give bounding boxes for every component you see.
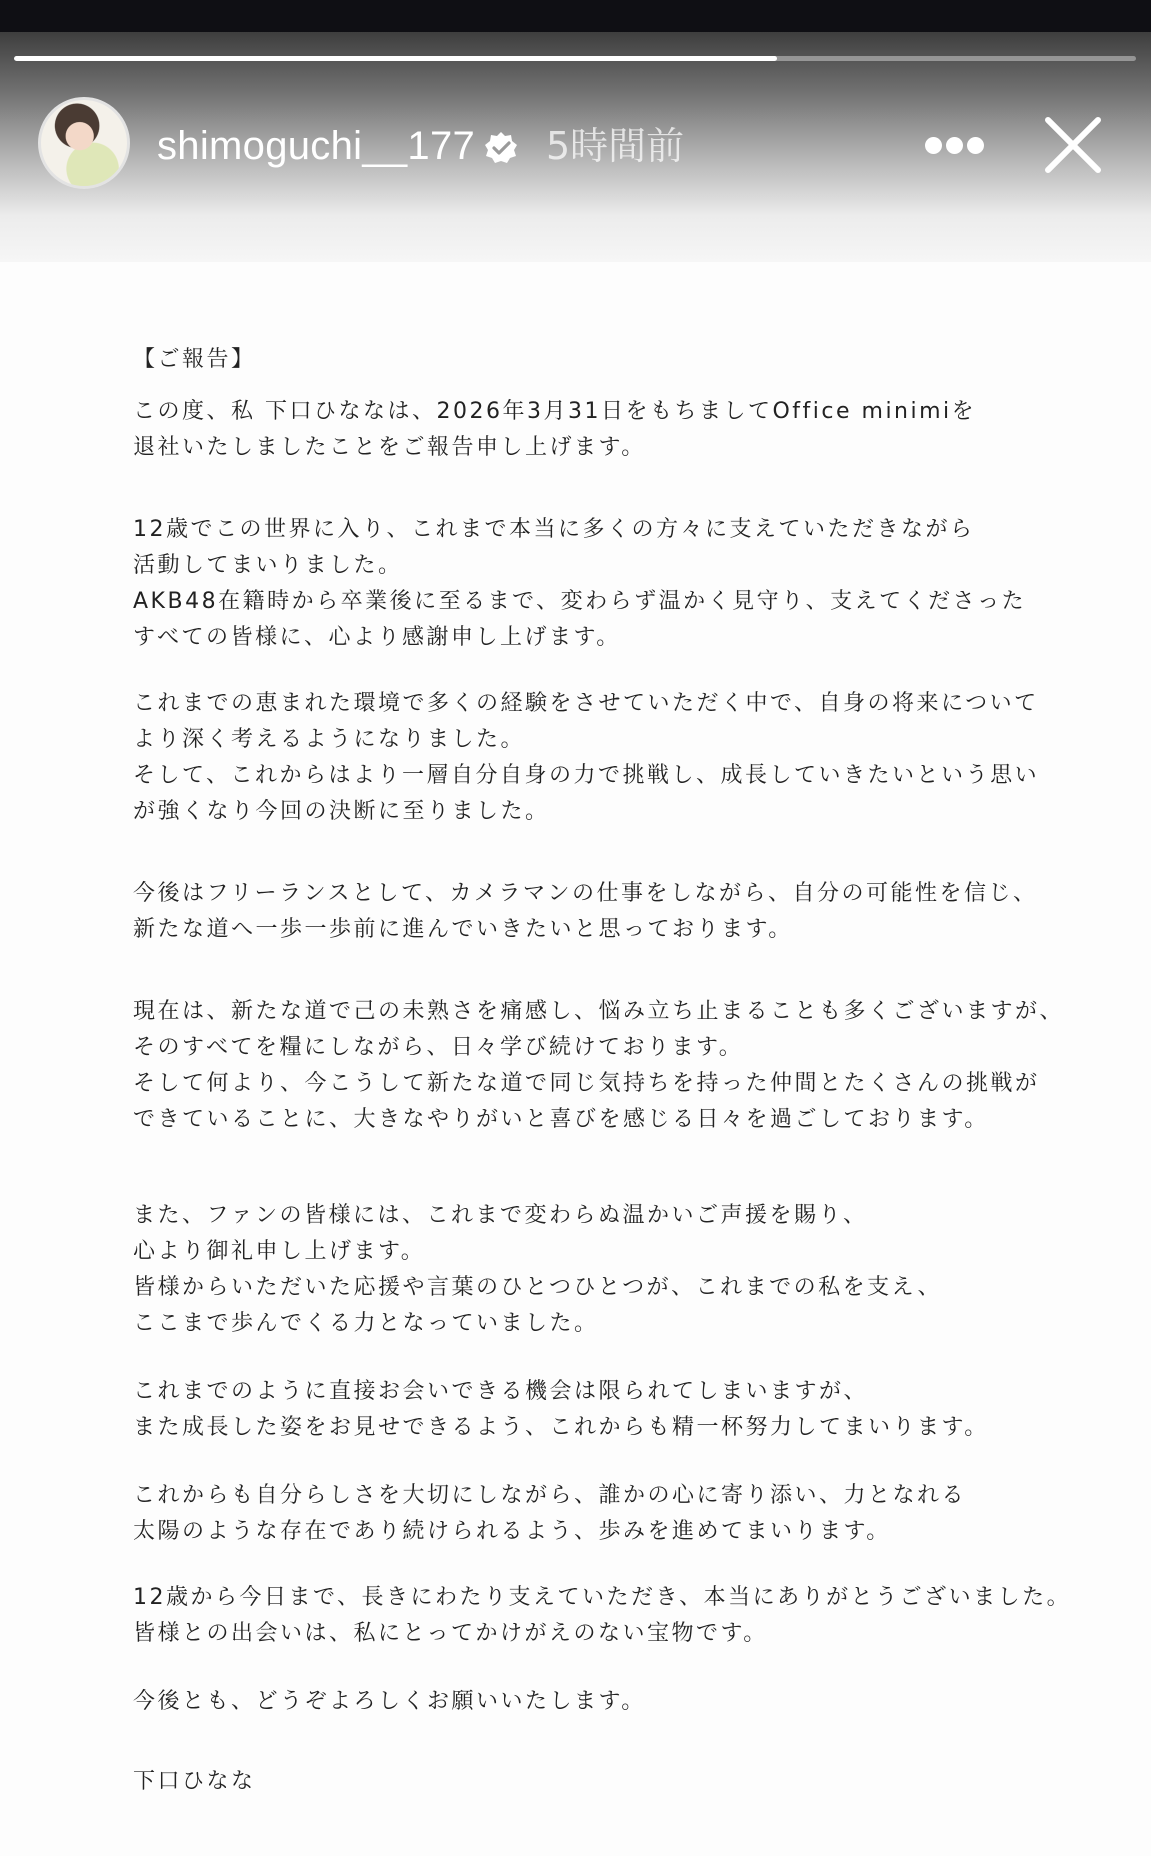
text-line: 新たな道へ一歩一歩前に進んでいきたいと思っております。 [133,917,793,942]
text-line: 皆様からいただいた応援や言葉のひとつひとつが、これまでの私を支え、 [133,1275,942,1300]
text-line: また、ファンの皆様には、これまで変わらぬ温かいご声援を賜り、 [133,1203,868,1228]
text-line: できていることに、大きなやりがいと喜びを感じる日々を過ごしております。 [133,1107,989,1132]
paragraph [133,1374,989,1446]
paragraph [133,1684,646,1720]
text-line: 今後とも、どうぞよろしくお願いいたします。 [133,1689,646,1714]
paragraph [133,876,1038,948]
text-line: そのすべてを糧にしながら、日々学び続けております。 [133,1035,744,1060]
text-line: この度、私 下口ひななは、2026年3月31日をもちましてOffice minimiを [133,399,977,424]
text-line: が強くなり今回の決断に至りました。 [133,799,550,824]
username[interactable]: shimoguchi__177 [157,124,476,168]
text-line: 現在は、新たな道で己の未熟さを痛感し、悩み立ち止まることも多くございますが、 [133,999,1065,1024]
text-line: これからも自分らしさを大切にしながら、誰かの心に寄り添い、力となれる [133,1483,967,1508]
text-line: これまでのように直接お会いできる機会は限られてしまいますが、 [133,1379,869,1404]
paragraph [133,994,1064,1138]
text-line: そして、これからはより一層自分自身の力で挑戦し、成長していきたいという思い [133,763,1040,788]
text-line: 今後はフリーランスとして、カメラマンの仕事をしながら、自分の可能性を信じ、 [133,881,1038,906]
text-line: これまでの恵まれた環境で多くの経験をさせていただく中で、自身の将来について [133,691,1039,716]
more-options-icon[interactable] [922,130,986,162]
text-line: AKB48在籍時から卒業後に至るまで、変わらず温かく見守り、支えてくださった [133,589,1027,614]
avatar[interactable] [38,97,130,189]
verified-badge-icon [483,130,519,166]
text-line: また成長した姿をお見せできるよう、これからも精一杯努力してまいります。 [133,1415,989,1440]
text-line: ここまで歩んでくる力となっていました。 [133,1311,599,1336]
text-line: 心より御礼申し上げます。 [133,1239,426,1264]
text-line: 活動してまいりました。 [133,553,403,578]
text-line: 太陽のような存在であり続けられるよう、歩みを進めてまいります。 [133,1519,891,1544]
text-line: 12歳でこの世界に入り、これまで本当に多くの方々に支えていただきながら [133,517,975,542]
text-line: すべての皆様に、心より感謝申し上げます。 [133,625,621,650]
post-time: 5時間前 [546,124,685,168]
text-line: 皆様との出会いは、私にとってかけがえのない宝物です。 [133,1621,768,1646]
text-line: そして何より、今こうして新たな道で同じ気持ちを持った仲間とたくさんの挑戦が [133,1071,1040,1096]
story-progress-fill [14,56,777,61]
paragraph [133,1580,1071,1652]
document-heading: 【ご報告】 [133,347,256,372]
status-bar [0,0,1151,32]
paragraph [133,686,1039,830]
signature: 下口ひなな [133,1769,256,1794]
text-line: 退社いたしましたことをご報告申し上げます。 [133,435,646,460]
text-line: より深く考えるようになりました。 [133,727,526,752]
paragraph [133,1198,942,1342]
close-icon[interactable] [1040,112,1106,178]
story-progress-bar [14,56,1136,61]
paragraph [133,394,976,466]
paragraph [133,1478,966,1550]
text-line: 12歳から今日まで、長きにわたり支えていただき、本当にありがとうございました。 [133,1585,1072,1610]
paragraph [133,512,1026,656]
